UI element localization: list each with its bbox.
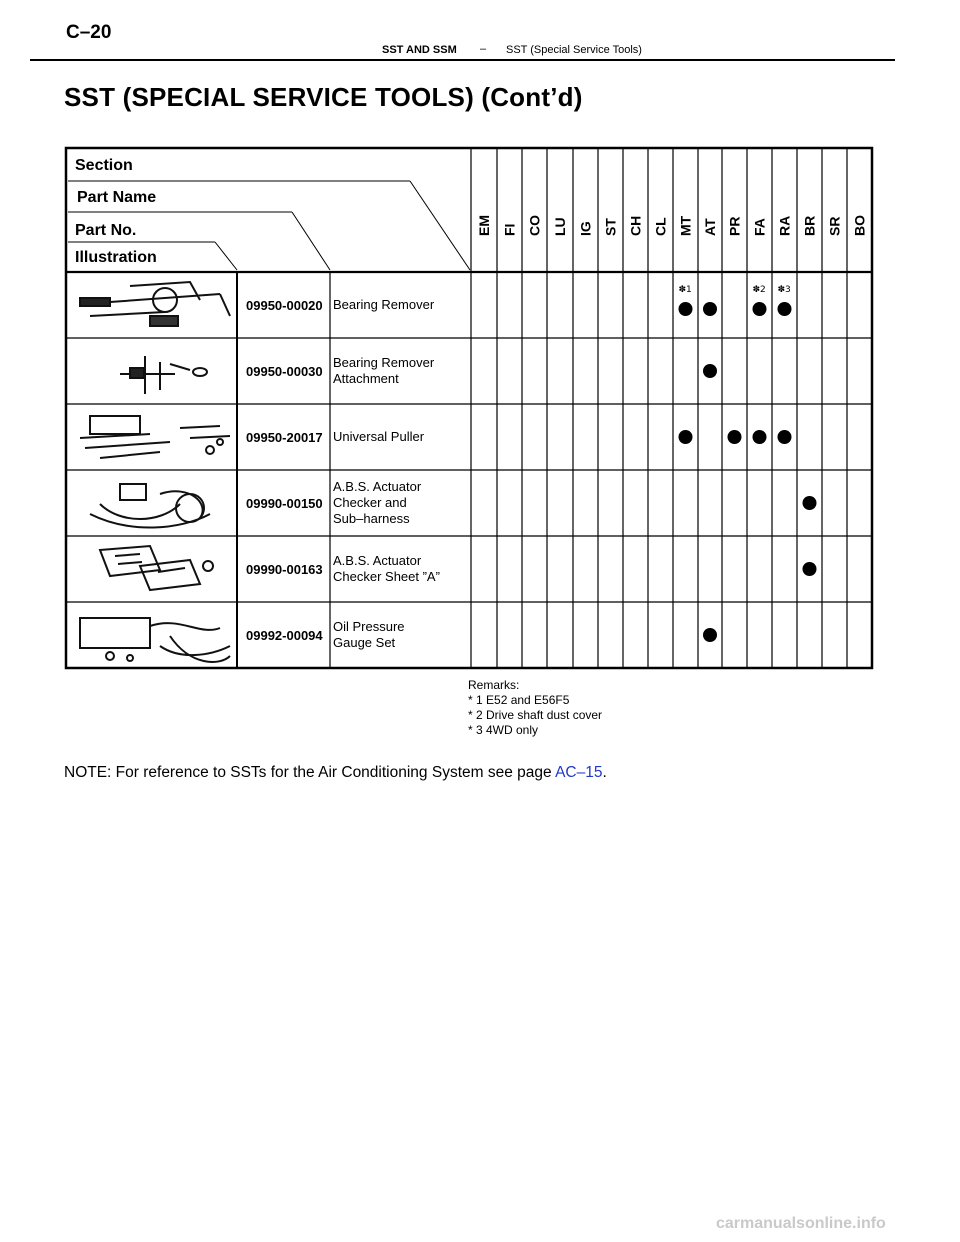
bearing-remover-attachment-illustration: [120, 356, 207, 394]
sketch-stroke: [206, 446, 214, 454]
part-name-line: Universal Puller: [333, 429, 425, 444]
remarks-heading: Remarks:: [468, 678, 520, 692]
column-header-br: BR: [801, 215, 818, 236]
part-number: 09950-20017: [246, 430, 323, 445]
remark-item: * 3 4WD only: [468, 723, 539, 737]
usage-mark-at: [703, 628, 717, 642]
usage-mark-br: [803, 562, 817, 576]
sketch-stroke: [115, 554, 185, 572]
sketch-stroke: [106, 652, 114, 660]
watermark: carmanualsonline.info: [716, 1215, 886, 1232]
remarks: [468, 678, 602, 738]
note-end: .: [602, 764, 607, 781]
header-part-no-label: Part No.: [75, 222, 137, 239]
page-code: C–20: [66, 22, 112, 43]
usage-mark-mt: [679, 430, 693, 444]
sketch-stroke: [80, 298, 110, 306]
header-section-label: Section: [75, 157, 133, 174]
page-title: SST (SPECIAL SERVICE TOOLS) (Cont’d): [64, 82, 583, 112]
header-part-name-label: Part Name: [77, 189, 157, 206]
header-description: SST (Special Service Tools): [506, 44, 642, 56]
part-number: 09950-00020: [246, 298, 323, 313]
sketch-stroke: [150, 623, 230, 662]
part-name-line: Attachment: [333, 371, 399, 386]
part-number: 09992-00094: [246, 628, 323, 643]
sketch-stroke: [80, 618, 150, 648]
column-header-fi: FI: [501, 223, 518, 236]
oil-pressure-gauge-set-illustration: [80, 618, 230, 662]
usage-mark-fa: [753, 302, 767, 316]
sketch-stroke: [90, 416, 140, 434]
column-header-lu: LU: [552, 217, 568, 236]
sketch-stroke: [127, 655, 133, 661]
column-header-st: ST: [602, 218, 619, 236]
column-header-ch: CH: [627, 215, 644, 236]
part-name-line: Sub–harness: [333, 511, 410, 526]
part-name-line: Checker Sheet ”A”: [333, 569, 440, 584]
part-number: 09990-00163: [246, 562, 323, 577]
sketch-stroke: [217, 439, 223, 445]
header-separator: –: [480, 43, 487, 55]
column-header-at: AT: [702, 218, 718, 236]
header-diagonal: [215, 242, 237, 270]
note-text: NOTE: For reference to SSTs for the Air Conditioning System see page: [64, 764, 556, 781]
column-header-ig: IG: [577, 221, 594, 236]
universal-puller-illustration: [80, 416, 230, 458]
illustrations: [80, 282, 230, 662]
usage-mark-ra: [778, 430, 792, 444]
usage-mark-at: [703, 364, 717, 378]
sketch-stroke: [203, 561, 213, 571]
sketch-stroke: [193, 368, 207, 376]
part-name-line: Checker and: [333, 495, 407, 510]
header-diagonal: [292, 212, 330, 270]
usage-mark-fa: [753, 430, 767, 444]
part-name-line: A.B.S. Actuator: [333, 479, 422, 494]
column-header-pr: PR: [726, 216, 743, 236]
column-header-ra: RA: [776, 215, 793, 236]
usage-mark-pr: [728, 430, 742, 444]
abs-actuator-checker-illustration: [90, 484, 210, 528]
sketch-stroke: [153, 288, 177, 312]
part-name-line: Oil Pressure: [333, 619, 405, 634]
mark-note-label: ✽3: [777, 285, 791, 295]
sketch-stroke: [120, 484, 146, 500]
note-page-link[interactable]: AC–15: [555, 764, 603, 781]
mark-note-label: ✽2: [752, 285, 766, 295]
remark-item: * 1 E52 and E56F5: [468, 693, 570, 707]
part-name-line: Gauge Set: [333, 635, 396, 650]
usage-mark-br: [803, 496, 817, 510]
part-number: 09950-00030: [246, 364, 323, 379]
sketch-stroke: [150, 316, 178, 326]
bearing-remover-illustration: [80, 282, 230, 326]
header-illustration-label: Illustration: [75, 249, 157, 266]
usage-mark-ra: [778, 302, 792, 316]
part-name-line: A.B.S. Actuator: [333, 553, 422, 568]
usage-mark-mt: [679, 302, 693, 316]
column-header-em: EM: [476, 215, 492, 236]
mark-note-label: ✽1: [678, 285, 692, 295]
column-header-fa: FA: [751, 218, 768, 236]
column-header-co: CO: [526, 215, 543, 236]
column-header-mt: MT: [677, 215, 694, 236]
remark-item: * 2 Drive shaft dust cover: [468, 708, 603, 722]
header-diagonal: [410, 181, 470, 270]
column-header-sr: SR: [826, 216, 843, 236]
abs-checker-sheet-illustration: [100, 546, 213, 590]
part-name-line: Bearing Remover: [333, 297, 435, 312]
header-section-name: SST AND SSM: [382, 44, 457, 56]
column-header-cl: CL: [652, 217, 669, 236]
part-number: 09990-00150: [246, 496, 323, 511]
note: [64, 764, 607, 782]
usage-mark-at: [703, 302, 717, 316]
part-name-line: Bearing Remover: [333, 355, 435, 370]
sketch-stroke: [130, 368, 144, 378]
column-header-bo: BO: [851, 215, 868, 236]
sketch-stroke: [176, 494, 204, 522]
